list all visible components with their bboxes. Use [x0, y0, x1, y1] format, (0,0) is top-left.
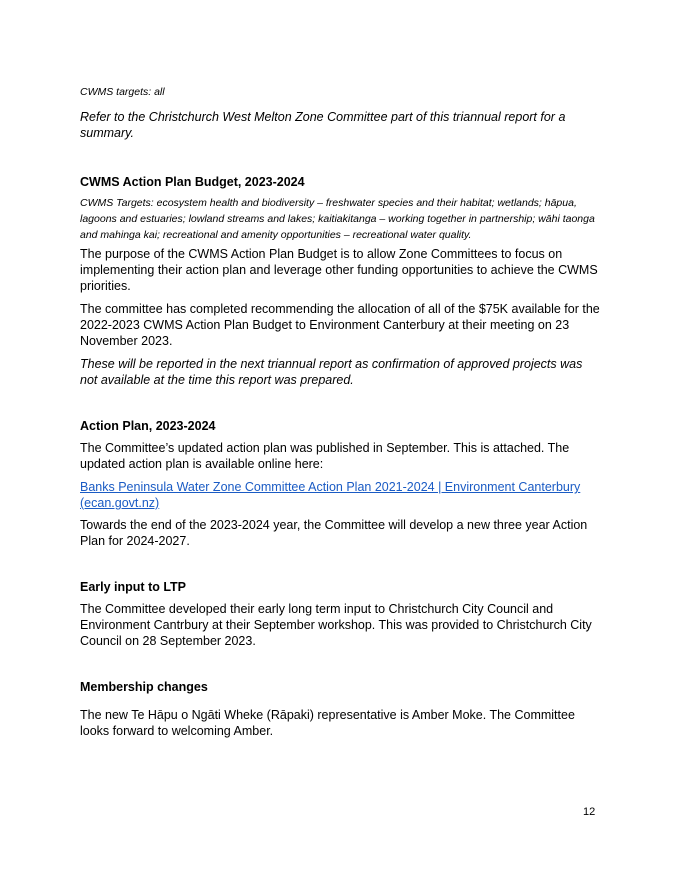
ltp-heading: Early input to LTP [80, 580, 187, 594]
summary-reference: Refer to the Christchurch West Melton Zone Committee part of this triannual report for a summary. [80, 110, 566, 140]
action-plan-paragraph: The Committee’s updated action plan was published in September. This is attached. The updated action plan is available online here: [80, 441, 570, 471]
action-plan-link[interactable]: Banks Peninsula Water Zone Committee Action Plan 2021-2024 | Environment Canterbury (ecan.govt.nz) [80, 480, 581, 510]
budget-targets: CWMS Targets: ecosystem health and biodiversity – freshwater species and their habitat; wetlands; hāpua, lagoons and estuaries; lowland streams and lakes; kaitiakitanga – working together in partnership; wāhi taonga and mahinga kai; recreational and amenity opportunities – recreational water quality. [80, 197, 595, 241]
action-plan-heading: Action Plan, 2023-2024 [80, 419, 216, 433]
membership-paragraph: The new Te Hāpu o Ngāti Wheke (Rāpaki) representative is Amber Moke. The Committee looks forward to welcoming Amber. [80, 708, 575, 738]
budget-completed: The committee has completed recommending the allocation of all of the $75K available for the 2022-2023 CWMS Action Plan Budget to Environment Canterbury at their meeting on 23 November 2023. [80, 302, 600, 348]
budget-heading: CWMS Action Plan Budget, 2023-2024 [80, 175, 305, 189]
cwms-targets-all: CWMS targets: all [80, 86, 165, 98]
membership-heading: Membership changes [80, 680, 208, 694]
budget-purpose: The purpose of the CWMS Action Plan Budget is to allow Zone Committees to focus on implementing their action plan and leverage other funding opportunities to achieve the CWMS priorities. [80, 247, 598, 293]
ltp-paragraph: The Committee developed their early long term input to Christchurch City Council and Environment Cantrbury at their September workshop. This was provided to Christchurch City Council on 28 September 2023. [80, 602, 592, 648]
action-plan-followup: Towards the end of the 2023-2024 year, the Committee will develop a new three year Action Plan for 2024-2027. [80, 518, 588, 548]
action-plan-link-block [80, 479, 600, 511]
page-number: 12 [583, 806, 596, 818]
budget-note: These will be reported in the next triannual report as confirmation of approved projects was not available at the time this report was prepared. [80, 357, 583, 387]
